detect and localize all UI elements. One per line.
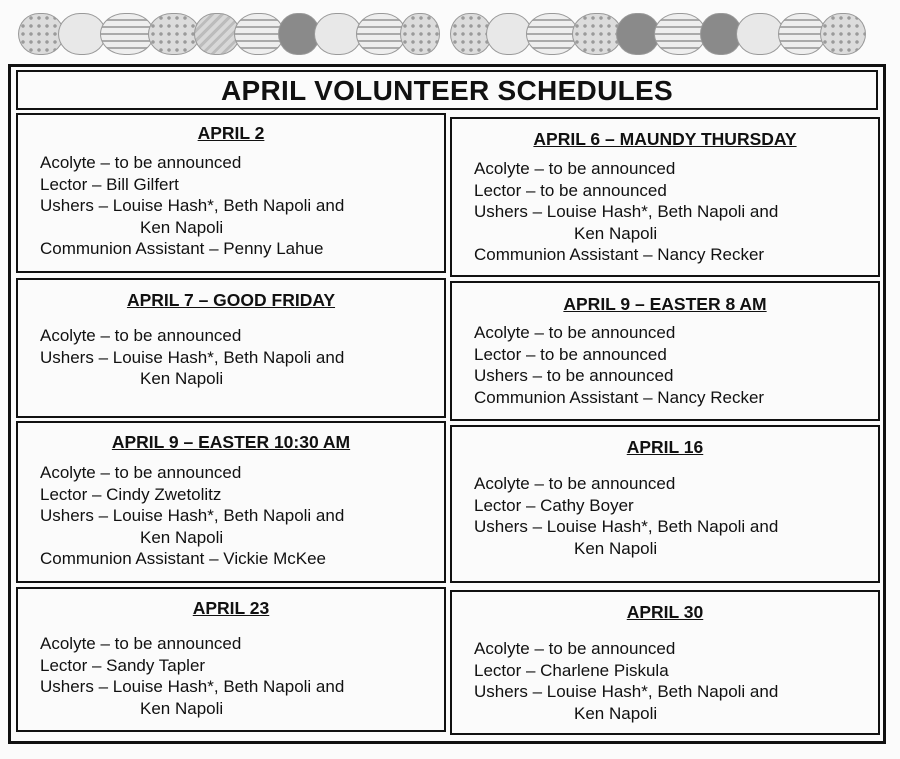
cell-line: Lector – Sandy Tapler	[40, 655, 206, 675]
easter-egg-icon	[58, 13, 106, 55]
cell-line: Ushers – Louise Hash*, Beth Napoli and	[40, 196, 345, 215]
easter-egg-icon	[400, 13, 440, 55]
cell-line: Ushers – Louise Hash*, Beth Napoli and	[474, 202, 779, 221]
cell-line: Acolyte – to be announced	[40, 634, 242, 653]
cell-heading: APRIL 9 – EASTER 8 AM	[563, 294, 767, 314]
easter-egg-icon	[234, 13, 284, 55]
cell-line: Communion Assistant – Nancy Recker	[474, 245, 765, 264]
cell-line: Ushers – Louise Hash*, Beth Napoli and	[40, 506, 345, 525]
schedule-cell-april-6	[450, 117, 880, 277]
cell-line: Lector – Charlene Piskula	[474, 660, 669, 680]
easter-egg-icon	[314, 13, 362, 55]
easter-egg-border-right	[456, 10, 886, 58]
easter-egg-icon	[736, 13, 784, 55]
cell-heading: APRIL 16	[626, 437, 704, 457]
cell-line: Ken Napoli	[140, 698, 224, 718]
easter-egg-icon	[572, 13, 622, 55]
cell-heading: APRIL 2	[197, 123, 265, 143]
cell-line: Lector – to be announced	[474, 344, 667, 364]
cell-line: Ushers – Louise Hash*, Beth Napoli and	[474, 682, 779, 701]
cell-heading: APRIL 7 – GOOD FRIDAY	[126, 290, 336, 310]
schedule-cell-april-16	[450, 425, 880, 583]
cell-line: Communion Assistant – Vickie McKee	[40, 549, 326, 568]
schedule-cell-april-2	[16, 113, 446, 273]
easter-egg-icon	[356, 13, 406, 55]
cell-line: Acolyte – to be announced	[474, 159, 676, 178]
cell-line: Lector – Cathy Boyer	[474, 495, 634, 515]
cell-heading: APRIL 9 – EASTER 10:30 AM	[111, 432, 351, 452]
cell-heading: APRIL 30	[626, 602, 704, 622]
cell-line: Acolyte – to be announced	[40, 463, 242, 482]
schedule-cell-april-30	[450, 590, 880, 735]
cell-line: Ken Napoli	[574, 538, 658, 558]
cell-line: Acolyte – to be announced	[474, 474, 676, 493]
cell-line: Ken Napoli	[574, 703, 658, 723]
schedule-cell-april-9-1030am	[16, 421, 446, 583]
cell-line: Communion Assistant – Penny Lahue	[40, 239, 324, 258]
page-title: APRIL VOLUNTEER SCHEDULES	[221, 75, 673, 106]
cell-line: Ushers – Louise Hash*, Beth Napoli and	[40, 347, 345, 367]
cell-line: Acolyte – to be announced	[40, 326, 242, 345]
schedule-cell-april-23	[16, 587, 446, 732]
cell-line: Lector – Bill Gilfert	[40, 174, 179, 194]
cell-line: Ushers – to be announced	[474, 366, 674, 385]
cell-line: Ushers – Louise Hash*, Beth Napoli and	[40, 677, 345, 696]
schedule-cell-april-7	[16, 278, 446, 418]
easter-egg-border-left	[24, 10, 444, 58]
cell-line: Lector – Cindy Zwetolitz	[40, 484, 222, 504]
cell-line: Acolyte – to be announced	[40, 153, 242, 172]
cell-line: Acolyte – to be announced	[474, 323, 676, 342]
cell-line: Acolyte – to be announced	[474, 639, 676, 658]
cell-line: Communion Assistant – Nancy Recker	[474, 387, 765, 407]
cell-line: Ken Napoli	[140, 217, 224, 237]
easter-egg-icon	[778, 13, 826, 55]
title-box	[16, 70, 878, 110]
easter-egg-icon	[100, 13, 154, 55]
cell-heading: APRIL 6 – MAUNDY THURSDAY	[533, 129, 797, 149]
cell-line: Ken Napoli	[574, 223, 658, 243]
cell-line: Ken Napoli	[140, 527, 224, 547]
easter-egg-icon	[526, 13, 578, 55]
easter-egg-icon	[820, 13, 866, 55]
cell-line: Ken Napoli	[140, 369, 224, 388]
cell-line: Lector – to be announced	[474, 180, 667, 200]
easter-egg-icon	[148, 13, 200, 55]
schedule-cell-april-9-8am	[450, 281, 880, 421]
cell-heading: APRIL 23	[192, 598, 270, 618]
easter-egg-icon	[654, 13, 706, 55]
cell-line: Ushers – Louise Hash*, Beth Napoli and	[474, 517, 779, 536]
